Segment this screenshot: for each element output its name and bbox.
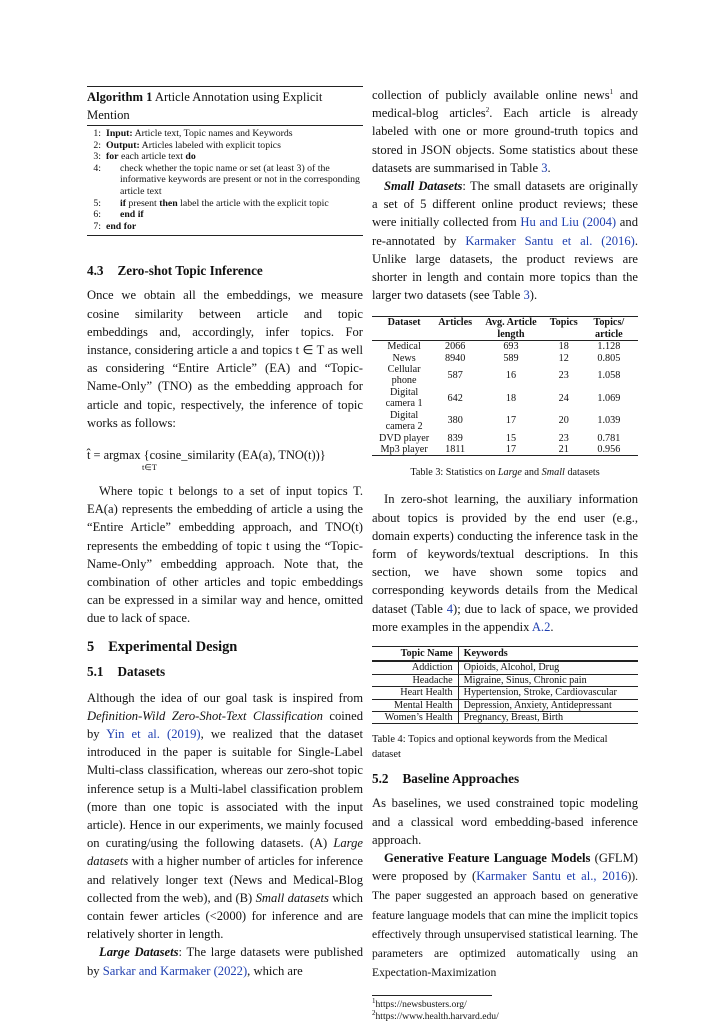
table-cell: 642: [447, 392, 463, 404]
section-title: Datasets: [117, 663, 166, 679]
text: each article text: [118, 151, 186, 163]
table-cell: Cellular phone: [387, 364, 421, 387]
table-row: [372, 364, 638, 387]
table-cell: 693: [503, 341, 519, 353]
text: collection of publicly available online news: [372, 88, 610, 102]
step-number: 5:: [93, 197, 101, 209]
column-header: Topic Name: [372, 646, 458, 661]
table-cell: 0.781: [597, 432, 621, 444]
text: Definition-Wild Zero-Shot-Text Classification: [87, 708, 323, 723]
table-cell: News: [392, 352, 416, 364]
table-cell: Digital camera 2: [385, 409, 423, 433]
footnote-number: 1: [372, 997, 376, 1006]
section-title: Zero-shot Topic Inference: [117, 263, 263, 279]
text: Article text, Topic names and Keywords: [132, 128, 293, 139]
text: .: [550, 619, 554, 634]
text: )). The paper suggested an approach based on generative feature language models that can mine the implicit topics effectively through unsupervised statistical learning. The parameters are optimized automatically using an Expectation-Maximization: [372, 870, 638, 980]
column-header: Articles: [438, 317, 473, 329]
text: . Unlike large datasets, the product reviews are shorter in length and contain more topics than the larger two datasets (see Table: [372, 233, 638, 303]
section-heading: [87, 262, 363, 280]
keyword: do: [185, 151, 196, 163]
table-cell: 23: [558, 432, 569, 444]
table-cell: 1.058: [597, 369, 621, 381]
step-number: 6:: [93, 209, 101, 221]
left-column: [87, 86, 363, 980]
text: . Each article is already labeled with one or more ground-truth topics and stored in JSON objects. Some statistics about these datasets are summarised in Table: [372, 106, 639, 175]
citation-link[interactable]: Sarkar and Karmaker (2022): [102, 963, 248, 978]
keyword: Output:: [106, 139, 140, 151]
paragraph: Where topic t belongs to a set of input topics T. EA(a) represents the embedding of article a using the “Entire Article” embedding approach, and TNO(t) represents the embedding of topic t using the “Topic-Name-Only” embedding approach. Note that, the combination of other articles and topic embeddings can be expressed in a similar way and hence, omitted due to lack of space.: [87, 483, 363, 626]
table-cell: Addiction: [372, 661, 458, 674]
table-row: [372, 674, 638, 686]
table-row: [372, 661, 638, 674]
text: ); due to lack of space, we provided more examples in the appendix: [372, 601, 638, 634]
table-cell: Women’s Health: [372, 711, 458, 723]
table-cell: 18: [558, 341, 569, 353]
table-cell: 16: [505, 369, 517, 381]
paragraph: [87, 943, 363, 979]
keyword: end if: [120, 209, 144, 221]
text: , we realized that the dataset introduced in the paper is suitable for Single-Label Multi-class classification, whereas our zero-shot topic inference setup is a Multi-label classification problem (more than one topic is associated with the input article). Hence in our experiments, we mainly focused on curating/using the following datasets. (A): [87, 727, 363, 851]
step-text: [106, 221, 136, 233]
algorithm-steps: [87, 128, 363, 232]
table-cell: 380: [447, 415, 463, 427]
citation-link[interactable]: Hu and Liu (2004): [520, 215, 617, 230]
equation: [87, 446, 363, 478]
table-cell: Digital camera 1: [385, 386, 423, 410]
table-row: [372, 433, 638, 444]
text: .: [547, 160, 551, 175]
table-row: [372, 687, 638, 699]
step-number: 7:: [93, 220, 101, 232]
table-4: [372, 646, 638, 724]
table-3-caption: [372, 465, 638, 480]
text: Small datasets: [255, 890, 329, 905]
column-header: Avg. Article length: [485, 317, 537, 340]
algorithm-step: [87, 140, 363, 152]
table-cell: 587: [447, 369, 463, 381]
section-number: 5.1: [87, 663, 104, 679]
table-cell: Heart Health: [372, 687, 458, 699]
table-cell: 1.039: [597, 415, 621, 427]
keyword: if: [120, 197, 126, 209]
table-cell: 2066: [444, 341, 466, 353]
table-cell: 20: [558, 415, 569, 427]
citation-link[interactable]: Karmaker Santu et al., 2016: [476, 869, 628, 884]
section-title: Experimental Design: [108, 638, 238, 655]
table-cell: DVD player: [379, 432, 430, 444]
text: Articles labeled with explicit topics: [139, 139, 281, 151]
algorithm-step: [87, 163, 363, 198]
algorithm-caption: Article Annotation using Explicit Mention: [87, 90, 323, 122]
text: : The small datasets are originally a set of 5 different online product reviews; these were initially collected from: [372, 179, 638, 230]
paragraph: Once we obtain all the embeddings, we measure cosine similarity between article and topic embeddings and, accordingly, infer topics. For instance, considering article a and topics t ∈ T as well as considering “Entire Article” (EA) and “Topic-Name-Only” (TNO) as the embedding approach for article and topic, respectively, the inference of topic works as follows:: [87, 288, 363, 430]
text: and medical-blog articles: [372, 88, 638, 121]
table-cell: Mp3 player: [380, 443, 428, 455]
text: Table 3: Statistics on: [410, 467, 498, 479]
footnote-url[interactable]: https://www.health.harvard.edu/: [375, 1011, 499, 1023]
text: check whether the topic name or set (at least 3) of the informative keywords are present or not in the corresponding article text: [120, 162, 360, 197]
right-column: [372, 86, 638, 1023]
footnote-mark: 2: [485, 106, 490, 115]
table-cell: 1.069: [597, 392, 621, 404]
step-number: 2:: [93, 139, 101, 151]
subsection-heading: [87, 663, 363, 681]
paragraph: [372, 177, 638, 304]
footnote-mark: 1: [609, 87, 614, 96]
text: with a higher number of articles for inference and relatively longer text (News and Medical-Blog collected from the web), and (B): [87, 854, 363, 905]
table-cell: Medical: [387, 341, 421, 353]
table-4-caption: Table 4: Topics and optional keywords from the Medical dataset: [372, 734, 608, 761]
table-row: [372, 711, 638, 723]
footnote-url[interactable]: https://newsbusters.org/: [375, 999, 467, 1011]
step-text: [106, 163, 363, 198]
paragraph: [372, 86, 638, 177]
table-cell: 21: [558, 443, 569, 455]
table-cell: Mental Health: [372, 699, 458, 711]
table-row: [372, 387, 638, 410]
table-cell: 17: [505, 415, 517, 427]
algorithm-step: [87, 209, 363, 221]
text: Large: [497, 467, 522, 479]
paragraph: [87, 689, 363, 944]
table-cell: 18: [505, 392, 517, 404]
algorithm-step: [87, 198, 363, 210]
table-row: [372, 341, 638, 353]
algorithm-step: [87, 221, 363, 233]
algorithm-box: [87, 86, 363, 236]
paragraph: [372, 849, 638, 982]
table-row: [372, 699, 638, 711]
column-header: Topics/ article: [593, 317, 625, 340]
table-row: [372, 444, 638, 456]
algorithm-step: [87, 128, 363, 140]
table-cell: 15: [505, 432, 517, 444]
table-cell: 839: [447, 432, 463, 444]
paragraph: [372, 490, 638, 636]
equation-subscript: t∈T: [142, 461, 157, 472]
step-text: [106, 209, 144, 221]
table-ref-link[interactable]: 3: [541, 160, 548, 175]
text: (GFLM) were proposed by (: [372, 850, 639, 884]
table-row: [372, 410, 638, 433]
table-ref-link[interactable]: 3: [523, 288, 530, 303]
subsection-heading: [372, 770, 638, 788]
paragraph: As baselines, we used constrained topic modeling and a classical word embedding-based inference approach.: [372, 796, 638, 847]
footnote-number: 2: [372, 1009, 376, 1018]
text: coined by: [87, 708, 363, 741]
table-cell: 0.805: [597, 352, 621, 364]
step-text: [106, 151, 196, 163]
section-5-2: [372, 770, 638, 982]
text: Although the idea of our goal task is inspired from: [87, 690, 363, 705]
table-ref-link[interactable]: 4: [446, 601, 454, 616]
table-cell: Hypertension, Stroke, Cardiovascular: [458, 687, 638, 699]
algorithm-label: Algorithm 1: [87, 90, 153, 104]
section-5: [87, 638, 363, 980]
section-4-3: [87, 262, 363, 627]
text: which contain fewer articles (<2000) for inference and are relatively shorter in length.: [87, 890, 363, 942]
citation-link[interactable]: Karmaker Santu et al. (2016): [465, 233, 635, 248]
run-in-heading: Small Datasets: [384, 179, 463, 194]
text: and re-annotated by: [372, 215, 638, 248]
table-cell: 1811: [445, 443, 466, 455]
algorithm-title: [87, 87, 363, 126]
column-header: Topics: [549, 317, 578, 329]
footnote: [372, 999, 638, 1011]
table-cell: 17: [505, 443, 517, 455]
section-number: 5: [87, 638, 95, 655]
footnote: [372, 1011, 638, 1023]
keyword: then: [159, 197, 178, 209]
step-number: 4:: [93, 162, 101, 174]
step-number: 3:: [93, 151, 101, 163]
table-cell: 1.128: [597, 341, 621, 353]
table-cell: Migraine, Sinus, Chronic pain: [458, 674, 638, 686]
keyword: for: [106, 151, 119, 163]
table-3: [372, 316, 638, 456]
section-number: 4.3: [87, 263, 104, 279]
text: ).: [529, 288, 538, 303]
table-cell: 24: [558, 392, 569, 404]
table-cell: 23: [558, 369, 569, 381]
table-cell: Opioids, Alcohol, Drug: [458, 661, 638, 674]
citation-link[interactable]: Yin et al. (2019): [106, 727, 201, 741]
algorithm-step: [87, 151, 363, 163]
section-heading: [87, 638, 363, 656]
appendix-link[interactable]: A.2: [531, 619, 551, 634]
run-in-heading: Generative Feature Language Models: [384, 850, 591, 865]
text: Small: [541, 467, 565, 479]
table-row: [372, 353, 638, 364]
step-text: [106, 198, 329, 210]
table-cell: 589: [503, 352, 519, 364]
table-cell: Depression, Anxiety, Antidepressant: [458, 699, 638, 711]
run-in-heading: Large Datasets: [99, 945, 179, 960]
text: Large datasets: [87, 836, 363, 869]
column-header: Dataset: [387, 317, 421, 329]
text: datasets: [564, 467, 600, 479]
column-header: Keywords: [463, 647, 508, 659]
table-cell: Headache: [372, 674, 458, 686]
step-number: 1:: [93, 128, 101, 139]
text: and: [521, 467, 542, 479]
section-number: 5.2: [372, 771, 389, 787]
equation-body: t̂ = argmax {cosine_similarity (EA(a), TNO(t))}: [87, 447, 326, 462]
keyword: end for: [106, 220, 137, 232]
text: : The large datasets were published by: [87, 945, 363, 978]
step-text: [106, 128, 293, 140]
table-cell: 12: [558, 352, 569, 364]
keyword: Input:: [106, 128, 133, 139]
table-cell: 0.956: [597, 443, 621, 455]
footnotes: [372, 992, 638, 1023]
text: In zero-shot learning, the auxiliary information about topics is provided by the end user (e.g., domain experts) conducting the inference task in the form of keywords/textual descriptions. In this section, we have shown some topics and corresponding keywords details from the Medical dataset (Table: [372, 492, 638, 616]
section-title: Baseline Approaches: [402, 771, 520, 787]
text: , which are: [247, 963, 303, 978]
step-text: [106, 140, 281, 152]
table-cell: 8940: [444, 352, 466, 364]
text: present: [125, 197, 160, 209]
table-cell: Pregnancy, Breast, Birth: [458, 711, 638, 723]
text: label the article with the explicit topic: [177, 197, 329, 209]
